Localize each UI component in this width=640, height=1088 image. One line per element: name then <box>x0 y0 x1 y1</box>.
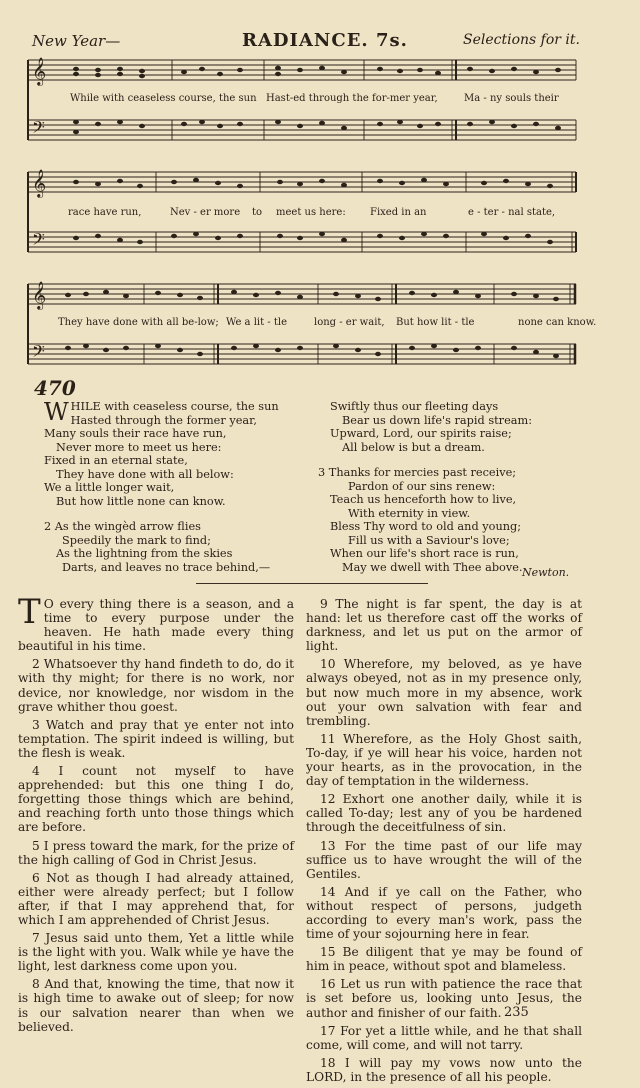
reading-paragraph: 6 Not as though I had already attained, either were already perfect; but I follow after, if that I may apprehend that, for which I am apprehended of Christ Jesus. <box>18 870 294 927</box>
reading-paragraph: 14 And if ye call on the Father, who without respect of persons, judgeth according to every man's work, pass the time of your sojourning here in fear. <box>306 884 582 942</box>
hymn-line: We a little longer wait, <box>44 481 175 494</box>
reading-paragraph: 11 Wherefore, as the Holy Ghost saith, To-day, if ye will hear his voice, harden not your hearts, as in the provocation, in the day of temptation in the wilderness. <box>306 731 582 789</box>
lyric-fragment: race have run, <box>68 207 142 218</box>
hymn-author: Newton. <box>522 566 570 579</box>
dropcap-letter: T <box>18 592 41 632</box>
svg-text:𝄢: 𝄢 <box>32 229 45 253</box>
reading-paragraph: 3 Watch and pray that ye enter not into temptation. The spirit indeed is willing, but the flesh is weak. <box>18 717 294 760</box>
music-system-1 <box>24 52 580 160</box>
reading-column-right <box>306 597 582 1088</box>
page-number: 235 <box>504 1005 529 1020</box>
hymn-line: Fill us with a Saviour's love; <box>348 533 510 547</box>
hymn-verse-column-2 <box>318 400 580 574</box>
lyrics-line-2 <box>70 207 580 221</box>
hymn-line: Pardon of our sins renew: <box>348 479 496 493</box>
reading-paragraph: T O every thing there is a season, and a time to every purpose under the heaven. He hath made every thing beautiful in his time. <box>18 592 294 654</box>
music-system-3 <box>24 276 597 384</box>
hymn-line: With eternity in view. <box>348 506 471 520</box>
reading-paragraph: 8 And that, knowing the time, that now it is high time to awake out of sleep; for now is our salvation nearer than when we believed. <box>18 977 294 1034</box>
reading-paragraph: 5 I press toward the mark, for the prize of the high calling of God in Christ Jesus. <box>18 838 294 867</box>
hymn-line: Many souls their race have run, <box>44 427 227 440</box>
hymn-tune-title: RADIANCE. 7s. <box>242 30 408 51</box>
lyric-fragment: to <box>252 207 263 218</box>
svg-text:𝄢: 𝄢 <box>32 117 45 141</box>
hymn-line: All below is but a dream. <box>342 440 485 454</box>
reading-paragraph: 18 I will pay my vows now unto the LORD, in the presence of all his people. <box>306 1055 582 1084</box>
hymn-line: Teach us henceforth how to live, <box>330 493 517 506</box>
reading-paragraph: 12 Exhort one another daily, while it is called To-day; lest any of you be hardened through the deceitfulness of sin. <box>306 792 582 835</box>
lyrics-line-3 <box>58 317 597 331</box>
music-system-2 <box>24 164 580 272</box>
reading-paragraph: 7 Jesus said unto them, Yet a little while is the light with you. Walk while ye have the light, lest darkness come upon you. <box>18 931 294 974</box>
hymn-line: Bear us down life's rapid stream: <box>342 413 533 427</box>
hymn-verse-column-1 <box>44 400 294 574</box>
lyric-fragment: We a lit - tle <box>226 317 287 328</box>
reading-paragraph: 10 Wherefore, my beloved, as ye have always obeyed, not as in my presence only, but now much more in my absence, work out your own salvation with fear and trembling. <box>306 657 582 728</box>
reading-paragraph: 16 Let us run with patience the race that is set before us, looking unto Jesus, the author and finisher of our faith. <box>306 977 582 1020</box>
hymn-line: WHILE with ceaseless course, the sun <box>44 398 279 426</box>
hymn-line: When our life's short race is run, <box>330 547 519 560</box>
svg-text:𝄞: 𝄞 <box>32 57 47 85</box>
lyric-fragment: none can know. <box>518 317 597 328</box>
hymn-line: Hasted through the former year, <box>70 413 257 427</box>
hymn-line: 2 As the wingèd arrow flies <box>44 520 201 533</box>
reading-paragraph: 17 For yet a little while, and he that shall come, will come, and will not tarry. <box>306 1023 582 1052</box>
page-header <box>32 30 580 54</box>
lyric-fragment: Hast-ed through the for-mer year, <box>266 93 438 104</box>
reading-paragraph: 13 For the time past of our life may suffice us to have wrought the will of the Gentiles. <box>306 838 582 881</box>
lyric-fragment: But how lit - tle <box>396 317 475 328</box>
hymn-line: 3 Thanks for mercies past receive; <box>318 466 517 479</box>
lyric-fragment: Ma - ny souls their <box>464 93 559 104</box>
hymn-line: They have done with all below: <box>56 467 234 481</box>
lyric-fragment: Fixed in an <box>370 207 427 218</box>
lyric-fragment: They have done with all be-low; <box>58 317 219 328</box>
svg-text:𝄞: 𝄞 <box>32 281 47 309</box>
lyric-fragment: e - ter - nal state, <box>468 207 556 218</box>
header-selections-label: Selections for it. <box>463 32 580 48</box>
reading-paragraph: 9 The night is far spent, the day is at hand: let us therefore cast off the works of darkness, and let us put on the armor of light. <box>306 597 582 654</box>
hymn-line: Swiftly thus our fleeting days <box>330 400 499 413</box>
reading-paragraph: 15 Be diligent that ye may be found of him in peace, without spot and blameless. <box>306 945 582 974</box>
dropcap-letter: W <box>44 398 69 426</box>
hymn-line: Never more to meet us here: <box>56 440 222 454</box>
hymn-line: Darts, and leaves no trace behind,— <box>62 560 271 574</box>
hymn-line: Bless Thy word to old and young; <box>330 520 522 533</box>
lyric-fragment: While with ceaseless course, the sun <box>70 93 257 104</box>
svg-text:𝄞: 𝄞 <box>32 169 47 197</box>
reading-column-left <box>18 592 294 1038</box>
lyric-fragment: meet us here: <box>276 207 346 218</box>
hymn-line: But how little none can know. <box>56 494 226 508</box>
hymn-line: Upward, Lord, our spirits raise; <box>330 427 512 440</box>
lyrics-line-1 <box>70 93 580 107</box>
hymn-line: May we dwell with Thee above. <box>342 560 523 574</box>
reading-paragraph: 2 Whatsoever thy hand findeth to do, do it with thy might; for there is no work, nor device, nor knowledge, nor wisdom in the grave whither thou goest. <box>18 657 294 714</box>
lyric-fragment: Nev - er more <box>170 207 241 218</box>
hymn-number: 470 <box>34 376 76 400</box>
svg-text:𝄢: 𝄢 <box>32 341 45 365</box>
hymn-line: Speedily the mark to find; <box>62 533 211 547</box>
header-section-label: New Year— <box>32 32 121 50</box>
reading-paragraph: 4 I count not myself to have apprehended: but this one thing I do, forgetting those things which are behind, and reaching forth unto those things which are before. <box>18 764 294 835</box>
section-divider <box>196 583 428 584</box>
hymn-line: Fixed in an eternal state, <box>44 454 188 467</box>
hymn-line: As the lightning from the skies <box>56 547 233 560</box>
lyric-fragment: long - er wait, <box>314 317 385 328</box>
